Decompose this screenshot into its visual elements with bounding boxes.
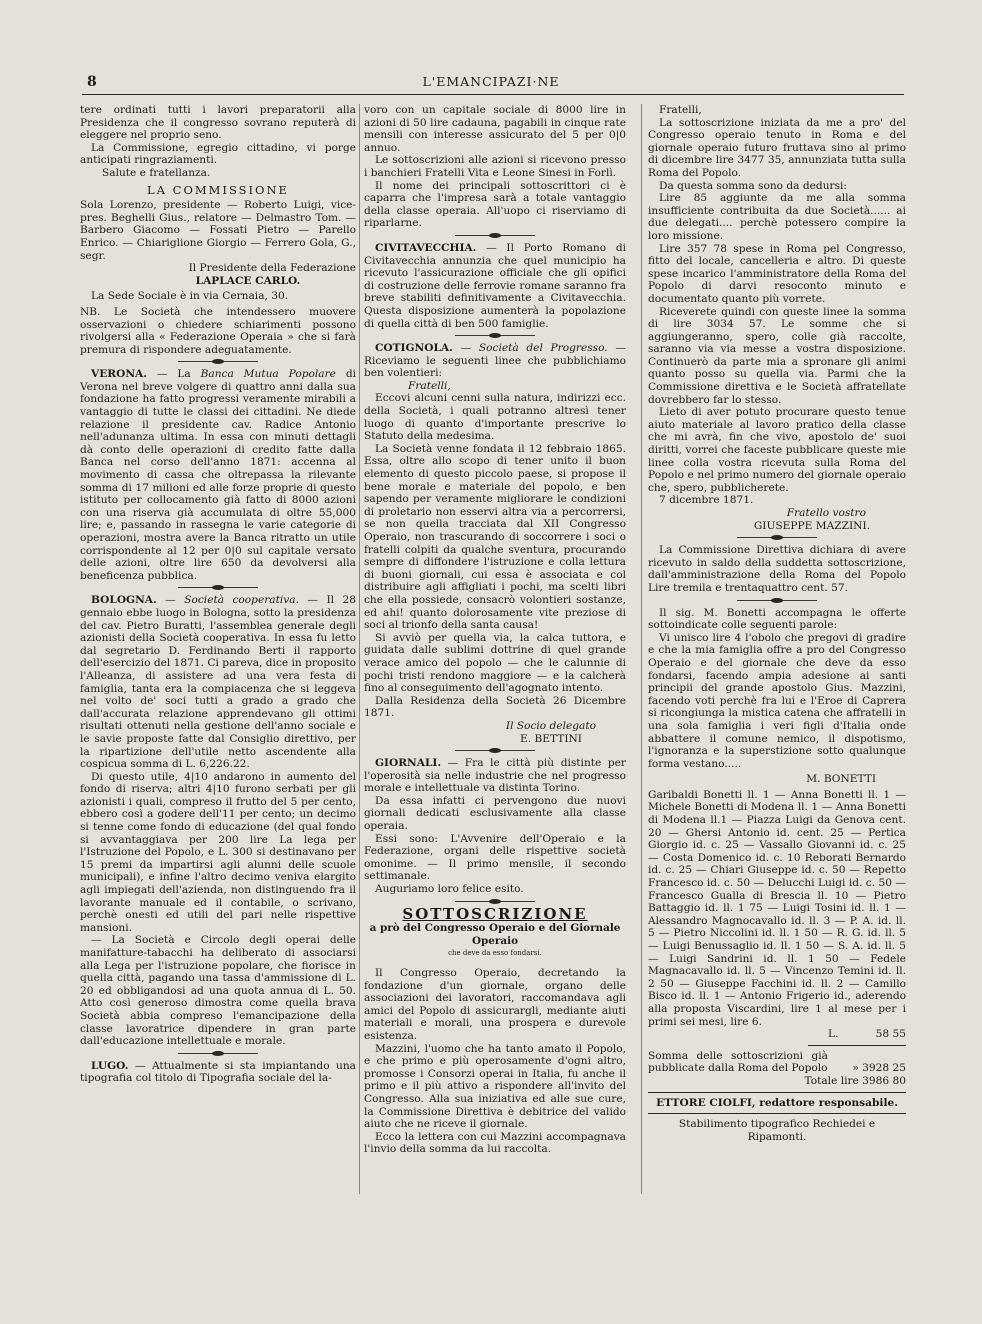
signature-role: Il Socio delegato [505, 719, 596, 732]
verona-sub: Banca Mutua Popolare [200, 368, 336, 381]
civita-head: CIVITAVECCHIA. [375, 241, 477, 254]
civita-text: — Il Porto Romano di Civitavecchia annunzia che quel municipio ha ricevuto l'assicurazione officiale che gli opifici di costruzione delle ferrovie romane saranno fra breve stabiliti definitivamente a Civitavecchia. Questa disposizione aumenterà la popolazione di quella città di ben 500 famiglie. [364, 241, 626, 330]
giornali-article [364, 757, 626, 795]
separator [178, 361, 258, 362]
bologna-head: BOLOGNA. [91, 594, 157, 607]
column-3 [648, 104, 906, 1204]
separator [455, 235, 535, 236]
column-2 [364, 104, 626, 1204]
letter-date: 7 dicembre 1871. [659, 494, 754, 507]
separator [455, 750, 535, 751]
footer-rule [648, 1113, 906, 1114]
paragraph: Lieto di aver potuto procurare questo tenue aiuto materiale al lavoro pratico della classe che mi avrà, fin che vivo, apostolo de' suoi diritti, vorrei che faceste pubblicare queste mie linee colla vostra ricevuta sulla Roma del Popolo e nel primo numero del giornale operaio che, spero, pubblicherete. [648, 406, 906, 494]
bologna-sub: Società cooperativa. [184, 594, 299, 607]
paragraph: tere ordinati tutti i lavori preparatorii alla Presidenza che il congresso sovrano reputerà di eleggere nel proprio seno. [80, 104, 356, 142]
signature: E. BETTINI [520, 732, 582, 745]
lugo-head: LUGO. [91, 1059, 129, 1072]
civitavecchia-article [364, 242, 626, 330]
cotignola-article [364, 342, 626, 380]
column-divider [359, 104, 360, 1194]
paragraph: Vi unisco lire 4 l'obolo che pregovi di gradire e che la mia famiglia offre a pro del Congresso Operaio e del giornale che deve da esso fondarsi, facendo ampia adesione ai santi principii del grande apostolo Gius. Mazzini, facendo voti perchè fra lui e l'Eroe di Caprera si ricongiunga la mistica catena che affratelli in una sola famiglia i veri figli d'Italia onde abbattere il comune nemico, il dispotismo, l'ignoranza e la superstizione sotto qualunque forma vestano..... [648, 631, 906, 770]
footer-rule [648, 1092, 906, 1093]
paragraph: Le sottoscrizioni alle azioni si ricevono presso i banchieri Fratelli Vita e Leone Sinesi in Forlì. [364, 154, 626, 179]
paragraph: Il sig. M. Bonetti accompagna le offerte sottoindicate colle seguenti parole: [648, 606, 906, 632]
separator [737, 537, 817, 538]
paragraph: Salute e fratellanza. [102, 166, 211, 179]
coti-sub: — Società del Progresso. [460, 342, 608, 355]
salutation: Fratelli, [408, 379, 451, 392]
bologna-article: BOLOGNA. — Società cooperativa. — Il 28 gennaio ebbe luogo in Bologna, sotto la presidenza del cav. Pietro Buratti, l'assemblea generale degli azionisti della Società cooperativa. In essa fu letto dal segretario D. Ferdinando Berti il rapporto dell'esercizio del 1871. Ci pareva, dice in proposito l'Alleanza, di assistere ad una vera festa di famiglia, tanta era la compiacenza che si leggeva nel volto de' soci tutti a grado a grado che dall'accurata relazione apprendevano gli ottimi risultati ottenuti nella gestione dell'anno sociale e le savie proposte fatte dal Consiglio direttivo, per la ripartizione dell'utile netto ascendente alla cospicua somma di L. 6,226.22. [80, 594, 356, 771]
paragraph: Dalla Residenza della Società 26 Dicembre 1871. [364, 694, 626, 720]
giornali-text: — Fra le città più distinte per l'operosità sia nelle industrie che nel progresso morale e intellettuale va distinta Torino. [364, 757, 626, 795]
verona-article: VERONA. — La Banca Mutua Popolare di Verona nel breve volgere di quattro anni dalla sua fondazione ha fatto progressi veramente mirabili a vantaggio di tutte le classi dei cittadini. Ne diede relazione il presidente cav. Radice Antonio nell'adunanza ultima. In essa con minuti dettagli dà conto delle operazioni di credito fatte dalla Banca nel corso dell'anno 1871: accenna al movimento di cassa che oltrepassa la rilevante somma di 17 milioni ed alle forze proprie di questo istituto per collocamento già fatto di 8000 azioni con una riserva già accumulata di oltre 55,000 lire; e, passando in rassegna le varie categorie di operazioni, mostra avere la Banca ritratto un utile corrispondente al 12 per 0|0 sul capitale versato delle azioni, oltre lire 650 da devolversi alla beneficenza pubblica. [80, 368, 356, 582]
paragraph: voro con un capitale sociale di 8000 lire in azioni di 50 lire cadauna, pagabili in cinque rate mensili con interesse assicurato del 5 per 0|0 annuo. [364, 104, 626, 154]
paragraph: Auguriamo loro felice esito. [375, 883, 524, 896]
separator [178, 587, 258, 588]
editor-line: ETTORE CIOLFI, redattore responsabile. [656, 1096, 898, 1109]
seat: La Sede Sociale è in via Cernaia, 30. [91, 290, 289, 303]
subscription-subtitle: a prò del Congresso Operaio e del Giornale Operaio [369, 922, 621, 947]
subtotal-row [648, 1028, 906, 1041]
separator [737, 600, 817, 601]
commission-title: LA COMMISSIONE [147, 182, 289, 197]
grand-total: Totale lire 3986 80 [804, 1074, 906, 1087]
lugo-text: — Attualmente si sta impiantando una tipografia col titolo di Tipografia sociale del la- [80, 1059, 356, 1085]
paragraph: Eccovi alcuni cenni sulla natura, indirizzi ecc. della Società, i quali potranno altresì tener luogo di quanto d'importante prescrive lo Statuto della medesima. [364, 392, 626, 443]
separator [455, 901, 535, 902]
paragraph: Da questa somma sono da dedursi: [659, 179, 847, 192]
lugo-article [80, 1060, 356, 1085]
bologna-text: — Il 28 gennaio ebbe luogo in Bologna, sotto la presidenza del cav. Pietro Buratti, l'assemblea generale degli azionisti della Società cooperativa. In essa fu letto dal segretario D. Ferdinando Berti il rapporto dell'esercizio del 1871. Ci pareva, dice in proposito l'Alleanza, di assistere ad una vera festa di famiglia, tanta era la compiacenza che si leggeva nel volto de' soci tutti a grado a grado che dall'accurata relazione apprendevano gli ottimi risultati ottenuti nella gestione dell'anno sociale e le savie proposte fatte dal Consiglio direttivo, per la ripartizione dell'utile netto ascendente alla cospicua somma di L. 6,226.22. [80, 594, 356, 771]
paragraph: La Commissione Direttiva dichiara di avere ricevuto in saldo della suddetta sottoscrizione, dall'amministrazione della Roma del Popolo Lire tremila e trentaquattro cent. 57. [648, 544, 906, 594]
subscription-title: SOTTOSCRIZIONE [402, 904, 588, 923]
paragraph: La sottoscrizione iniziata da me a pro' del Congresso operaio tenuto in Roma e del giornale operaio futuro fruttava sino al primo di dicembre lire 3477 35, annunziata tutta sulla Roma del Popolo. [648, 116, 906, 179]
subtotal-label: L. [828, 1028, 839, 1041]
separator [178, 1053, 258, 1054]
header-rule [82, 94, 904, 95]
paragraph: Il nome dei principali sottoscrittori ci è caparra che l'impresa sarà a totale vantaggio della classe operaia. All'uopo ci riserviamo di riparlarne. [364, 179, 626, 230]
coti-head: COTIGNOLA. [375, 342, 453, 355]
donor-list: Garibaldi Bonetti ll. 1 — Anna Bonetti ll. 1 — Michele Bonetti di Modena ll. 1 — Anna Bonetti di Modena ll.1 — Piazza Luigi da Genova cent. 20 — Ghersi Antonio id. cent. 25 — Pertica Giorgio id. c. 25 — Vassallo Giovanni id. c. 25 — Costa Domenico id. c. 10 Reborati Bernardo id. c. 25 — Chiari Giuseppe id. c. 50 — Repetto Francesco id. c. 50 — Delucchi Luigi id. c. 50 — Francesco Gualla di Brescia ll. 10 — Pietro Battaggio id. ll. 1 75 — Luigi Tosini id. ll. 1 — Alessandro Magnocavallo id. ll. 3 — P. A. id. ll. 5 — Pietro Niccolini id. ll. 1 50 — R. G. id. ll. 5 — Luigi Benussaglio id. ll. 1 50 — S. A. id. ll. 5 — Luigi Sandrini id. ll. 1 50 — Fedele Magnacavallo id. ll. 5 — Vincenzo Temini id. ll. 2 50 — Giuseppe Facchini id. ll. 2 — Camillo Bisco id. ll. 1 — Antonio Frigerio id., aderendo alla proposta Viscardini, lire 1 al mese per i primi sei mesi, lire 6. [648, 788, 906, 1028]
bonetti-signature: M. BONETTI [806, 773, 876, 786]
page-header [0, 74, 982, 94]
separator [455, 335, 535, 336]
salutation: Fratelli, [659, 104, 702, 116]
letter-closing: Fratello vostro [786, 507, 866, 519]
paragraph: Essi sono: L'Avvenire dell'Operaio e la Federazione, organi delle rispettive società omonime. — Il primo mensile, il secondo settimanale. [364, 832, 626, 883]
paragraph: Lire 85 aggiunte da me alla somma insufficiente contribuita da due Società...... ai due delegati.... perchè potessero compire la loro missione. [648, 192, 906, 242]
paragraph: Il Congresso Operaio, decretando la fondazione d'un giornale, organo delle associazioni dei lavoratori, raccomandava agli amici del Popolo di assicurargli, mediante aiuti materiali e morali, una prospera e durevole esistenza. [364, 967, 626, 1042]
letter-signature: GIUSEPPE MAZZINI. [753, 519, 870, 532]
paragraph: Mazzini, l'uomo che ha tanto amato il Popolo, e che primo e più operosamente d'ogni altro, promosse i Consorzi operai in Italia, fu anche il primo e il più attivo a rispondere all'invito del Congresso. Alla sua iniziativa ed alle sue cure, la Commissione Direttiva è debitrice del valido aiuto che ne riceve il giornale. [364, 1042, 626, 1131]
sum-label: Somma delle sottoscrizioni già pubblicate dalla Roma del Popolo [648, 1049, 828, 1075]
paragraph: La Commissione, egregio cittadino, vi porge anticipati ringraziamenti. [80, 141, 356, 167]
verona-head: VERONA. [91, 368, 147, 381]
commission-members: Sola Lorenzo, presidente — Roberto Luigi, vice-pres. Beghelli Gius., relatore — Delmastro Tom. — Barbero Giacomo — Fossati Pietro — Parello Enrico. — Chiariglione Giorgio — Ferrero Gola, G., segr. [80, 199, 356, 262]
nota-bene: NB. Le Società che intendessero muovere osservazioni o chiedere schiarimenti possono rivolgersi alla « Federazione Operaia » che si farà premura di rispondere adeguatamente. [80, 305, 356, 356]
page-number: 8 [87, 74, 97, 90]
verona-text: di Verona nel breve volgere di quattro anni dalla sua fondazione ha fatto progressi veramente mirabili a vantaggio di tutte le classi dei cittadini. Ne diede relazione il presidente cav. Radice Antonio nell'adunanza ultima. In essa con minuti dettagli dà conto delle operazioni di credito fatte dalla Banca nel corso dell'anno 1871: accenna al movimento di cassa che oltrepassa la rilevante somma di 17 milioni ed alle forze proprie di questo istituto per collocamento già fatto di 8000 azioni con una riserva già accumulata di oltre 55,000 lire; e, passando in rassegna le varie categorie di operazioni, mostra avere la Banca ritratto un utile corrispondente al 12 per 0|0 sul capitale versato delle azioni, oltre lire 650 da devolversi alla beneficenza pubblica. [80, 368, 356, 582]
paragraph: Lire 357 78 spese in Roma pel Congresso, fitto del locale, cancelleria e altro. Di queste spese incarico l'amministratore della Roma del Popolo di darvi resoconto minuto e documentato quanto più vorrete. [648, 242, 906, 305]
subscription-note: che deve da esso fondarsi. [448, 949, 542, 958]
newspaper-title: L'EMANCIPAZI·NE [422, 74, 560, 89]
federation-president: Il Presidente della Federazione [188, 262, 356, 275]
column-divider [641, 104, 642, 1194]
total-rule [808, 1045, 906, 1046]
printer-line: Stabilimento tipografico Rechiedei e Ripamonti. [678, 1118, 876, 1143]
paragraph: Riceverete quindi con queste linee la somma di lire 3034 57. Le somme che si aggiungeranno, spero, colle già raccolte, saranno via via messe a vostra disposizione. Continuerò da parte mia a spronare gli animi quanto posso su quella via. Parmi che la Commissione direttiva e le Società affratellate dovrebbero far lo stesso. [648, 305, 906, 406]
federation-name: LAPLACE CARLO. [195, 274, 301, 287]
paragraph: Di questo utile, 4|10 andarono in aumento del fondo di riserva; altri 4|10 furono serbati per gli azionisti i quali, compreso il frutto del 5 per cento, ebbero così a godere dell'11 per cento; un decimo si tenne come fondo di educazione (del qual fondo si avvantaggiava per 200 lire La lega per l'Istruzione del Popolo, e L. 300 si destinavano per 15 premi da impartirsi agli alunni delle scuole municipali), e infine l'altro decimo veniva elargito agli impiegati dell'azienda, non distinguendo fra il lavorante manuale ed il contabile, o scrivano, perchè onesti ed utili del pari nelle rispettive mansioni. [80, 770, 356, 934]
sum-row [648, 1050, 906, 1075]
paragraph: — La Società e Circolo degli operai delle manifatture-tabacchi ha deliberato di associarsi alla Lega per l'istruzione popolare, che fiorisce in quella città, pagando una tassa d'ammissione di L. 20 ed obbligandosi ad una quota annua di L. 50. Atto così generoso dimostra come quella brava Società abbia compreso l'emancipazione della classe lavoratrice dipendere in gran parte dall'educazione intellettuale e morale. [80, 934, 356, 1048]
paragraph: Da essa infatti ci pervengono due nuovi giornali dedicati esclusivamente alla classe operaia. [364, 794, 626, 833]
paragraph: Si avviò per quella via, la calca tuttora, e guidata dalle sublimi dottrine di quel grande verace amico del popolo — che le calunnie di pochi tristi rendono maggiore — e la calcherà fino al conseguimento dell'agognato intento. [364, 631, 626, 695]
sum-value: » 3928 25 [852, 1062, 906, 1075]
giornali-head: GIORNALI. [375, 757, 442, 770]
coti-text: — Riceviamo le seguenti linee che pubblichiamo ben volentieri: [364, 342, 626, 380]
paragraph: Ecco la lettera con cui Mazzini accompagnava l'invio della somma da lui raccolta. [364, 1130, 626, 1156]
subtotal-value: 58 55 [875, 1028, 906, 1041]
paragraph: La Società venne fondata il 12 febbraio 1865. Essa, oltre allo scopo di tener unito il buon elemento di questo piccolo paese, si propose il bene morale e materiale del popolo, e ben sapendo per veramente migliorare le condizioni di proletario non esservi altra via a percorrersi, se non quella tracciata dal XII Congresso Operaio, non trascurando di soccorrere i soci o fratelli colpiti da qualche sventura, procurando sempre di diffondere l'istruzione e colla lettura di buoni giornali, cui essa è associata e col distribuire agli affigliati i pochi, ma scelti libri che ella possiede, consacrò volontieri sostanze, ed ahi! quanto dolorosamente vite preziose di soci al trionfo della santa causa! [364, 442, 626, 632]
column-1 [80, 104, 356, 1204]
